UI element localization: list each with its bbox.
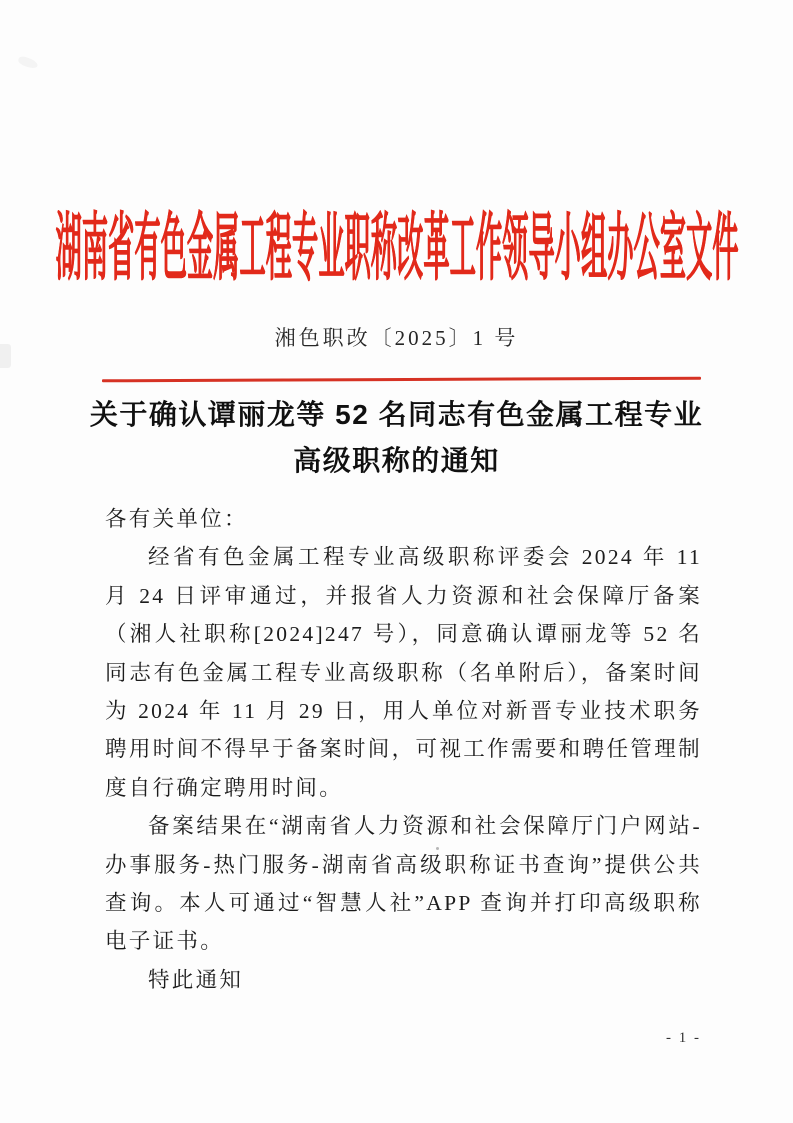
salutation: 各有关单位： [105,507,248,531]
body-paragraph: 备案结果在“湖南省人力资源和社会保障厅门户网站-办事服务-热门服务-湖南省高级职称证书查询”提供公共查询。本人可通过“智慧人社”APP 查询并打印高级职称电子证书。 [105,814,702,954]
document-number: 湘色职改〔2025〕1 号 [274,326,519,350]
page-number: - 1 - [666,1030,701,1046]
body-paragraph: 经省有色金属工程专业高级职称评委会 2024 年 11 月 24 日评审通过，并报省人力资源和社会保障厅备案（湘人社职称[2024]247 号），同意确认谭丽龙等 52 名同志有色金属工程专业高级职称（名单附后），备案时间为 2024 年 11 月 29 日，用人单位对新晋专业技术职务聘用时间不得早于备案时间，可视工作需要和聘任管理制度自行确定聘用时间。 [105,545,702,800]
notice-body [105,500,702,999]
notice-title-line2: 高级职称的通知 [293,445,500,476]
red-divider-line [102,377,701,383]
notice-title-line1: 关于确认谭丽龙等 52 名同志有色金属工程专业 [89,399,704,430]
org-title-text: 湖南省有色金属工程专业职称改革工作领导小组办公室文件 [54,208,739,290]
document-header [0,198,793,290]
closing-line: 特此通知 [148,967,244,992]
scan-smudge [17,55,39,70]
notice-title [50,392,743,484]
